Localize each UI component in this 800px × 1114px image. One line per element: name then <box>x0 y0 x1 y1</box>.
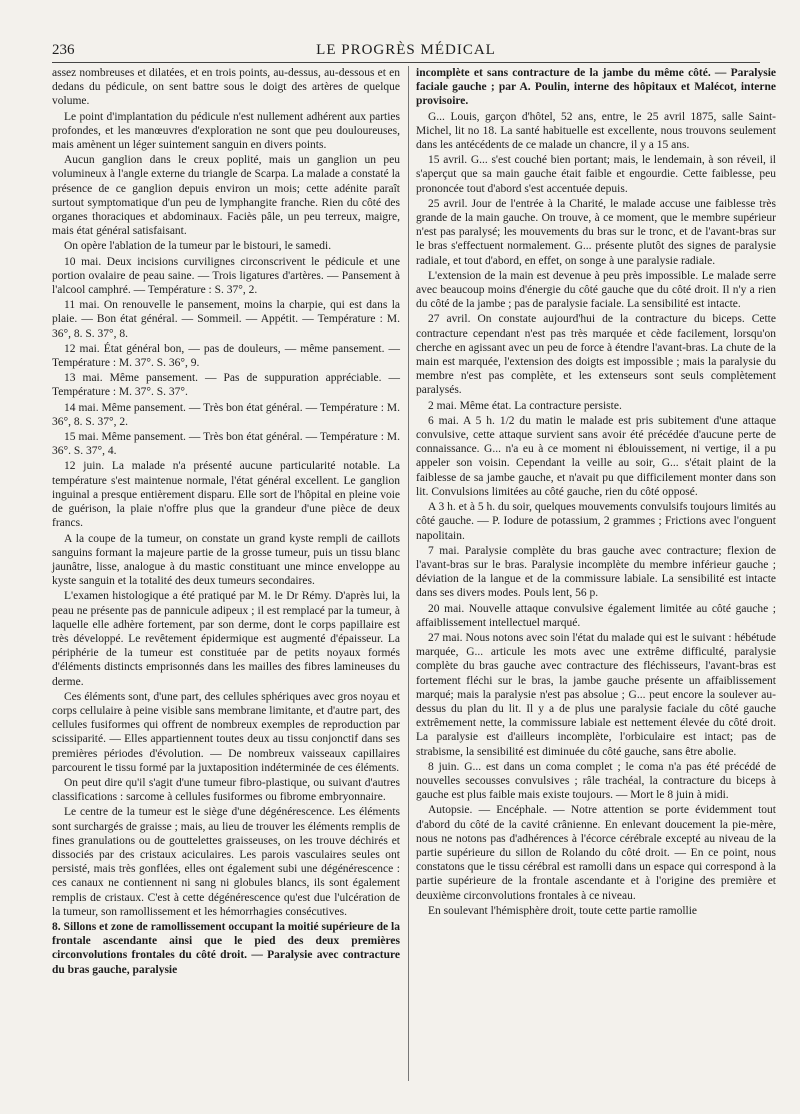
paragraph: Le centre de la tumeur est le siège d'une dégénérescence. Les éléments sont surchargés de graisse ; mais, au lieu de trouver les éléments remplis de fines granulations ou de gouttelettes graisseuses, on les trouve déchirés et dissociés par des cristaux aciculaires. Les parois vasculaires seules ont persisté, mais très gonflées, elles ont également subi une dégénérescence : ces canaux ne contiennent ni sang ni globules blancs, ils sont également remplis de cristaux. C'est à cette dégénérescence qu'est due l'ulcération de la tumeur, son ramollissement et les hémorrhagies consécutives. <box>52 806 400 918</box>
section-heading: 8. Sillons et zone de ramollissement occupant la moitié supérieure de la frontale ascendante ainsi que le pied des deux premières circonvolutions frontales du côté droit. — Paralysie avec contracture du bras gauche, paralysie <box>52 920 400 976</box>
paragraph: G... Louis, garçon d'hôtel, 52 ans, entre, le 25 avril 1875, salle Saint-Michel, lit no 18. La santé habituelle est excellente, nous trouvons seulement dans les antécédents de ce malade un chancre, il y a 15 ans. <box>416 110 776 152</box>
page-number: 236 <box>52 42 75 58</box>
paragraph: 20 mai. Nouvelle attaque convulsive également limitée au côté gauche ; affaiblissement intellectuel marqué. <box>416 602 776 629</box>
paragraph: Ces éléments sont, d'une part, des cellules sphériques avec gros noyau et corps cellulaire à peine visible sans membrane limitante, et d'autre part, des cellules fusiformes qui offrent de nombreux exemples de reproduction par scissiparité. — Elles appartiennent toutes deux au tissu conjonctif dans ses premières périodes d'évolution. — De nombreux vaisseaux capillaires parcourent le tissu formé par la juxtaposition indéterminée de ces éléments. <box>52 690 400 774</box>
journal-title: LE PROGRÈS MÉDICAL <box>316 42 496 58</box>
paragraph: 14 mai. Même pansement. — Très bon état général. — Température : M. 36°, 8. S. 37°, 2. <box>52 401 400 428</box>
paragraph: Le point d'implantation du pédicule n'est nullement adhérent aux parties profondes, et les manœuvres d'exploration ne sont que peu douloureuses, mais amènent un léger suintement sanguin en divers points. <box>52 110 400 152</box>
paragraph: On peut dire qu'il s'agit d'une tumeur fibro-plastique, ou suivant d'autres classifications : sarcome à cellules fusiformes ou fibrome embryonnaire. <box>52 776 400 804</box>
paragraph: 7 mai. Paralysie complète du bras gauche avec contracture; flexion de l'avant-bras sur le bras. Paralysie incomplète du membre inférieur gauche ; déviation de la langue et de la commissure labiale. La sensibilité est intacte dans ses divers modes. Pouls lent, 56 p. <box>416 544 776 600</box>
paragraph: L'examen histologique a été pratiqué par M. le Dr Rémy. D'après lui, la peau ne présente pas de pannicule adipeux ; il est remplacé par la tumeur, à laquelle elle adhère fortement, par son derme, dont le corps papillaire est très développé. Le revêtement épidermique est augmenté d'épaisseur. La périphérie de la tumeur est constituée par de petits noyaux formés d'éléments distincts emprisonnés dans les mailles des fibres lamineuses du derme. <box>52 590 400 688</box>
paragraph: A 3 h. et à 5 h. du soir, quelques mouvements convulsifs toujours limités au côté gauche. — P. Iodure de potassium, 2 grammes ; Frictions avec l'onguent napolitain. <box>416 501 777 542</box>
paragraph: 11 mai. On renouvelle le pansement, moins la charpie, qui est dans la plaie. — Bon état général. — Sommeil. — Appétit. — Température : M. 36°, 8. S. 37°, 8. <box>52 299 400 340</box>
paragraph: 10 mai. Deux incisions curvilignes circonscrivent le pédicule et une portion ovalaire de peau saine. — Trois ligatures d'artères. — Pansement à l'alcool camphré. — Température : S. 37°, 2. <box>52 255 400 297</box>
paragraph: L'extension de la main est devenue à peu près impossible. Le malade serre avec beaucoup moins d'énergie du côté gauche que du côté droit. Il n'y a rien du côté de la jambe ; pas de paralysie faciale. La sensibilité est intacte. <box>416 269 776 311</box>
paragraph: On opère l'ablation de la tumeur par le bistouri, le samedi. <box>64 240 332 253</box>
paragraph: 13 mai. Même pansement. — Pas de suppuration appréciable. — Température : M. 37°. S. 37°. <box>52 372 400 399</box>
column-divider <box>408 66 409 1081</box>
paragraph: 25 avril. Jour de l'entrée à la Charité, le malade accuse une faiblesse très grande de la main gauche. On trouve, à ce moment, que le membre supérieur n'est pas paralysé; les mouvements du bras sur le tronc, et de l'avant-bras sur le bras s'effectuent normalement. G... présente plutôt des signes de paralysie radiale, et tout d'abord, en effet, on songe à une paralysie radiale. <box>416 197 776 267</box>
paragraph: 8 juin. G... est dans un coma complet ; le coma n'a pas été précédé de nouvelles secousses convulsives ; râle trachéal, la contracture du biceps à gauche est plus faible mais existe toujours. — Mort le 8 juin à midi. <box>416 760 776 802</box>
section-heading: incomplète et sans contracture de la jambe du même côté. — Paralysie faciale gauche ; par A. Poulin, interne des hôpitaux et Malécot, interne provisoire. <box>416 67 776 108</box>
paragraph: 27 avril. On constate aujourd'hui de la contracture du biceps. Cette contracture cependant n'est pas très marquée et cède facilement, lorsqu'on cherche en agissant avec un peu de force à étendre l'avant-bras. La chute de la main est marquée, l'extension des doigts est impossible ; mais la paralysie du membre n'est pas complète, et les extenseurs sont seuls complètement paralysés. <box>416 313 776 397</box>
paragraph: 12 mai. État général bon, — pas de douleurs, — même pansement. — Température : M. 37°. S. 36°, 9. <box>52 342 400 370</box>
page-header <box>52 40 760 63</box>
paragraph: Autopsie. — Encéphale. — Notre attention se porte évidemment tout d'abord du côté de la cavité crânienne. En enlevant doucement la pie-mère, nous ne notons pas d'adhérences à l'écorce cérébrale excepté au niveau de la partie supérieure du sillon de Rolando du côté droit. — En ce point, nous constatons que le tissu cérébral est ramolli dans un espace qui correspond à la partie supérieure de la frontale ascendante et à l'origine des première et deuxième circonvolutions frontales à ce niveau. <box>416 804 776 902</box>
paragraph: assez nombreuses et dilatées, et en trois points, au-dessus, au-dessous et en dedans du pédicule, on sent battre sous le doigt des artères de quelque volume. <box>52 67 400 108</box>
left-column <box>52 66 400 978</box>
paragraph: 15 avril. G... s'est couché bien portant; mais, le lendemain, à son réveil, il s'aperçut que sa main gauche était faible et engourdie. Cette faiblesse, peu prononcée tout d'abord s'est accentuée depuis. <box>416 154 776 195</box>
paragraph: 12 juin. La malade n'a présenté aucune particularité notable. La température s'est maintenue normale, l'état général excellent. Le ganglion inguinal a presque entièrement disparu. Elle sort de l'hôpital en pleine voie de guérison, la plaie n'offre plus que la grandeur d'une pièce de deux francs. <box>52 460 400 530</box>
paragraph: 2 mai. Même état. La contracture persiste. <box>428 399 622 412</box>
paragraph: 27 mai. Nous notons avec soin l'état du malade qui est le suivant : hébétude marquée, G... articule les mots avec une extrême difficulté, paralysie complète du bras gauche avec contracture des fléchisseurs, l'avant-bras est fortement fléchi sur le bras, la jambe gauche présente un affaiblissement marqué; mais la paralysie n'est pas absolue ; G... peut encore la soulever au-dessus du plan du lit. Il y a de plus une paralysie faciale du côté gauche extrêmement nette, la commissure labiale est nettement élevée du côté droit. La paralysie est d'ailleurs incomplète, l'orbiculaire est intact; pas de strabisme, la sensibilité est diminuée du côté gauche, sans être abolie. <box>416 631 776 758</box>
right-column <box>416 66 776 919</box>
paragraph: Aucun ganglion dans le creux poplité, mais un ganglion un peu volumineux à l'angle externe du triangle de Scarpa. La malade a constaté la présence de ce ganglion depuis environ un mois; cette adénite paraît surtout symptomatique d'un peu de lymphangite franche. Rien du côté des organes thoraciques et abdominaux. Faciès pâle, un peu terreux, maigre, mais état général satisfaisant. <box>52 154 400 238</box>
paragraph: 6 mai. A 5 h. 1/2 du matin le malade est pris subitement d'une attaque convulsive, cette attaque survient sans avoir été précédée d'aucune perte de connaissance. G... n'a eu à ce moment ni éblouissement, ni vertige, il a pu appeler son voisin. Cependant la veille au soir, G... s'était plaint de la faiblesse de sa jambe gauche, et n'avait pu que difficilement monter dans son lit. Convulsions limitées au côté gauche, rien du côté opposé. <box>416 414 776 498</box>
paragraph: En soulevant l'hémisphère droit, toute cette partie ramollie <box>428 904 698 917</box>
paragraph: A la coupe de la tumeur, on constate un grand kyste rempli de caillots sanguins formant la majeure partie de la grosse tumeur, puis un tissu blanc jaunâtre, lisse, analogue à du mastic constituant une mince enveloppe au kyste sanguin et la totalité des deux tumeurs secondaires. <box>52 532 400 588</box>
paragraph: 15 mai. Même pansement. — Très bon état général. — Température : M. 36°. S. 37°, 4. <box>52 431 400 458</box>
